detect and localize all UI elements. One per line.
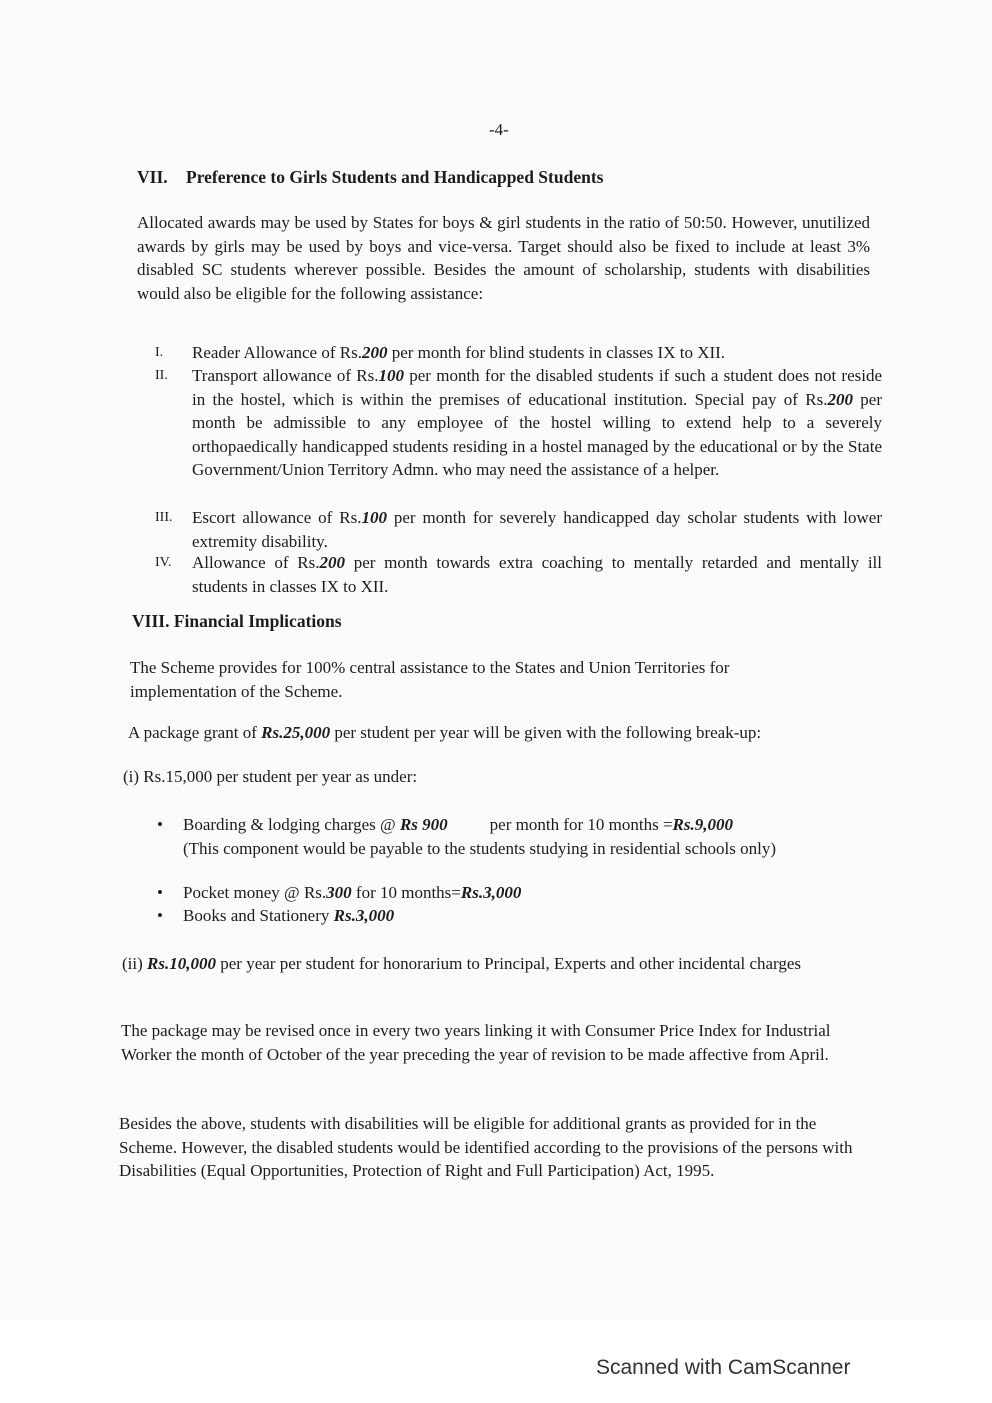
item-text: Reader Allowance of Rs. [192, 343, 362, 362]
text: Books and Stationery [183, 906, 334, 925]
text: Pocket money @ Rs. [183, 883, 327, 902]
bullet-item [157, 813, 833, 860]
section-7-title: Preference to Girls Students and Handicapped Students [186, 167, 604, 187]
watermark-text: Scanned with CamScanner [596, 1356, 851, 1379]
amount: Rs 900 [399, 815, 448, 834]
section-7-numeral: VII. [137, 167, 168, 187]
amount: 100 [361, 508, 387, 527]
item-text: Special pay of Rs. [687, 389, 828, 409]
text: per year per student for honorarium to Principal, Experts and other incidental charges [216, 954, 802, 973]
revision-paragraph: The package may be revised once in every two years linking it with Consumer Price Index for Industrial Worker the month of October of the year preceding the year of revision to be made affective from April. [121, 1021, 831, 1064]
amount: Rs.9,000 [672, 815, 734, 834]
amount: Rs.3,000 [333, 906, 395, 925]
part-ii-paragraph [122, 952, 857, 976]
item-text: per month for severely handicapped day scholar students with lower extremity disability. [192, 508, 882, 551]
amount: 200 [361, 343, 388, 362]
item-text: per month towards extra coaching to mentally retarded and mentally ill students in classes IX to XII. [192, 553, 882, 596]
amount: 300 [326, 883, 352, 902]
item-text: per month be admissible to any employee of the hostel willing to extend help to a severely orthopaedically handicapped students residing in a hostel managed by the educational or by the State Government/Union Territory Admn. who may need the assistance of a helper. [192, 389, 882, 479]
amount: Rs.10,000 [147, 954, 216, 973]
scanner-watermark [0, 1320, 992, 1403]
list-item [155, 551, 882, 598]
text: A package grant of [128, 723, 262, 742]
section-7-heading [137, 167, 603, 188]
bullet-item [157, 881, 873, 905]
list-item [155, 364, 883, 482]
item-text: Escort allowance of Rs. [192, 508, 362, 527]
item-text: per month for blind students in classes IX to XII. [387, 343, 726, 362]
besides-paragraph: Besides the above, students with disabilities will be eligible for additional grants as provided for in the Scheme. However, the disabled students would be identified according to the provisions of the persons with Disabilities (Equal Opportunities, Protection of Right and Full Participation) Act, 1995. [119, 1114, 853, 1180]
bullet-item [157, 904, 873, 928]
amount: Rs.25,000 [261, 723, 331, 742]
central-assistance-paragraph: The Scheme provides for 100% central assistance to the States and Union Territories for implementation of the Scheme. [130, 658, 730, 701]
amount: 100 [378, 366, 405, 385]
bullet-icon: • [157, 883, 163, 902]
amount: 200 [319, 553, 345, 572]
list-numeral: III. [155, 510, 173, 525]
item-text: Allowance of Rs. [192, 553, 320, 572]
item-text: per month for the disabled students if such a student does not reside in the hostel, which is within the premises of educational institution. [192, 366, 883, 409]
assistance-list [155, 341, 883, 601]
list-numeral: II. [155, 368, 168, 383]
list-item [155, 341, 882, 365]
item-text: Transport allowance of Rs. [192, 366, 379, 385]
text: (ii) [122, 954, 148, 973]
bullet-icon: • [157, 906, 163, 925]
text: (This component would be payable to the students studying in residential schools only) [183, 838, 777, 858]
amount: Rs.3,000 [460, 883, 522, 902]
text: per student per year will be given with the following break-up: [330, 723, 762, 742]
section-8-heading: VIII. Financial Implications [132, 611, 342, 631]
page-number: -4- [489, 120, 509, 139]
list-numeral: I. [155, 345, 164, 360]
list-item [155, 506, 882, 553]
part-i-label: (i) Rs.15,000 per student per year as under: [123, 767, 418, 786]
text: for 10 months= [351, 883, 461, 902]
text: Boarding & lodging charges @ [183, 815, 400, 834]
amount: 200 [827, 389, 853, 409]
text: per month for 10 months = [489, 815, 673, 834]
package-grant-line [128, 721, 868, 745]
bullet-icon: • [157, 815, 163, 834]
section-7-paragraph: Allocated awards may be used by States for boys & girl students in the ratio of 50:50. However, unutilized awards by girls may be used by boys and vice-versa. Target should also be fixed to include at least 3% disabled SC students wherever possible. Besides the amount of scholarship, students with disabilities would also be eligible for the following assistance: [137, 213, 870, 303]
breakup-list [157, 813, 833, 925]
list-numeral: IV. [155, 555, 172, 570]
